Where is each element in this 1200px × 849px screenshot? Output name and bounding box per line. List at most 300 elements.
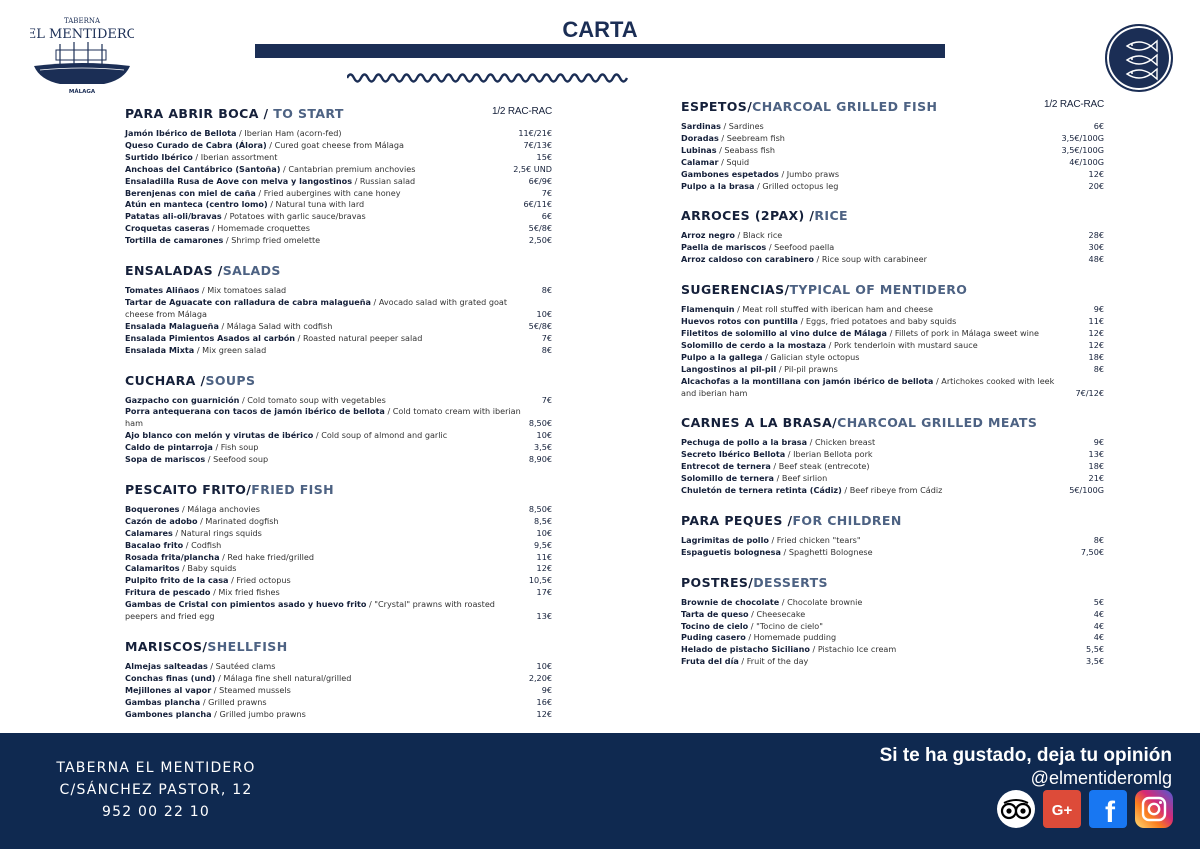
menu-item (125, 540, 552, 552)
menu-item (125, 321, 552, 333)
menu-item-name-es: Surtido Ibérico (125, 151, 193, 162)
menu-item-price: 3,5€ (1085, 656, 1104, 667)
menu-item-price: 10€ (536, 308, 552, 319)
menu-item (125, 176, 552, 188)
menu-item-name-es: Huevos rotos con puntilla (681, 316, 799, 327)
menu-item-price: 5€/8€ (528, 320, 552, 331)
menu-item-separator: / (770, 461, 779, 472)
section-header (125, 104, 552, 124)
menu-item-price: 3,5€ (533, 442, 552, 453)
menu-item (125, 709, 552, 721)
menu-item (681, 597, 1104, 609)
menu-item-price: 18€ (1088, 351, 1104, 362)
menu-item-price: 8,50€ (528, 418, 552, 429)
menu-item-name-es: Solomillo de ternera (681, 473, 775, 484)
menu-item-list (125, 661, 552, 721)
section-title-separator: / (782, 512, 793, 528)
section-header (681, 413, 1104, 433)
section-title-separator: / (748, 574, 754, 590)
menu-item-description (125, 697, 537, 709)
menu-item (681, 621, 1104, 633)
menu-item-name-es: Entrecot de ternera (681, 461, 771, 472)
section-title-en: SOUPS (205, 372, 256, 388)
menu-item-price: 7€ (541, 332, 552, 343)
address-block (56, 757, 256, 823)
menu-item (681, 656, 1104, 668)
menu-item-description (125, 685, 542, 697)
menu-item-name-es: Espaguetis bolognesa (681, 546, 781, 557)
menu-item-name-en: Cold tomato soup with vegetables (247, 394, 386, 405)
menu-item-name-en: Artichokes cooked with leek and iberian ham (681, 375, 1055, 398)
menu-item-list (681, 230, 1104, 266)
menu-item-separator: / (813, 254, 822, 265)
menu-item-price: 7€ (541, 187, 552, 198)
menu-item-name-es: Mejillones al vapor (125, 684, 212, 695)
menu-item-name-en: Pork tenderloin with mustard sauce (833, 339, 978, 350)
menu-item-name-en: Natural tuna with lard (275, 199, 365, 210)
menu-item-price: 12€ (1088, 168, 1104, 179)
menu-item-price: 30€ (1088, 242, 1104, 253)
menu-item-name-en: Homemade croquettes (217, 223, 310, 234)
section-title (681, 511, 1104, 531)
section-title-separator: / (246, 481, 252, 497)
menu-item-name-en: Beef ribeye from Cádiz (849, 485, 943, 496)
menu-item-separator: / (199, 285, 208, 296)
section-title (125, 371, 552, 391)
facebook-label: f (1105, 796, 1115, 829)
section-title-es: ESPETOS (681, 99, 748, 114)
menu-item-name-es: Gambas plancha (125, 696, 201, 707)
menu-item-list (681, 597, 1104, 668)
three-fish-icon (1107, 26, 1175, 94)
menu-item-name-en: Cantabrian premium anchovies (288, 163, 416, 174)
section-title (681, 413, 1104, 433)
google-plus-icon[interactable] (1042, 789, 1082, 829)
menu-item-separator: / (785, 449, 794, 460)
menu-item-description (681, 656, 1086, 668)
menu-item-name-en: Fillets of pork in Málaga sweet wine (894, 327, 1039, 338)
menu-item-price: 4€ (1093, 608, 1104, 619)
menu-item-separator: / (210, 587, 219, 598)
menu-item-price: 11€ (1088, 316, 1104, 327)
menu-item-list (681, 121, 1104, 192)
menu-item-description (681, 316, 1089, 328)
menu-item-name-en: Shrimp fried omelette (231, 235, 321, 246)
menu-item-description (681, 169, 1089, 181)
menu-item-name-en: Steamed mussels (219, 684, 291, 695)
menu-item-price: 9€ (541, 684, 552, 695)
menu-item-price: 9,5€ (533, 539, 552, 550)
menu-item-separator: / (807, 437, 815, 448)
menu-item-separator: / (209, 223, 218, 234)
menu-item (125, 563, 552, 575)
menu-item-description (125, 661, 537, 673)
menu-item-separator: / (266, 139, 275, 150)
menu-item-price: 2,50€ (528, 235, 552, 246)
menu-item-description (125, 673, 529, 685)
menu-item-separator: / (748, 620, 757, 631)
menu-item-description (681, 328, 1089, 340)
menu-item-name-es: Tartar de Aguacate con ralladura de cabra malagueña (125, 296, 371, 307)
menu-item-name-es: Almejas salteadas (125, 661, 208, 671)
menu-item-separator: / (215, 672, 224, 683)
menu-item-price: 4€ (1093, 632, 1104, 643)
menu-item-name-es: Arroz negro (681, 230, 735, 241)
section-title-separator: / (832, 415, 838, 431)
section-title-separator: / (747, 99, 753, 114)
menu-item-name-es: Pulpito frito de la casa (125, 575, 229, 586)
menu-item-description (125, 333, 542, 345)
section-title-en: TO START (273, 106, 344, 121)
menu-item-description (125, 442, 534, 454)
menu-item-list (125, 285, 552, 356)
menu-item-price: 12€ (536, 563, 552, 574)
menu-item-name-en: Seefood paella (774, 242, 835, 253)
menu-item-name-es: Boquerones (125, 503, 180, 514)
menu-item-price: 11€/21€ (518, 128, 552, 138)
menu-item-list (681, 437, 1104, 497)
menu-item-name-en: Seebream fish (726, 132, 785, 143)
menu-item-name-en: Iberian assortment (200, 151, 278, 162)
menu-item-name-es: Lubinas (681, 144, 717, 155)
menu-item-name-es: Puding casero (681, 632, 746, 643)
menu-item-separator: / (745, 632, 754, 643)
menu-item-name-en: Pil-pil prawns (784, 363, 838, 374)
menu-item-price: 6€ (541, 211, 552, 222)
menu-item-name-es: Fruta del día (681, 656, 739, 667)
menu-item-description (681, 597, 1094, 609)
footer (0, 733, 1200, 849)
menu-item-separator: / (211, 684, 220, 695)
tripadvisor-icon[interactable] (996, 789, 1036, 829)
menu-item-separator: / (734, 230, 743, 241)
menu-item-description (125, 395, 542, 407)
menu-item-description (681, 181, 1089, 193)
menu-item-price: 8€ (1093, 363, 1104, 374)
menu-item-separator: / (223, 235, 232, 246)
menu-item (681, 535, 1104, 547)
section-title (125, 261, 552, 281)
menu-item-description (125, 140, 524, 152)
menu-item-name-es: Tarta de queso (681, 608, 749, 619)
menu-item-separator: / (768, 534, 777, 545)
review-block (880, 745, 1172, 789)
menu-item-separator: / (798, 316, 806, 327)
menu-item-name-en: Cold tomato cream with iberian ham (125, 406, 521, 429)
menu-item-price: 6€ (1093, 121, 1104, 131)
menu-item-description (681, 632, 1094, 644)
menu-item-name-es: Calamar (681, 156, 719, 167)
menu-item-list (125, 504, 552, 623)
menu-item-name-es: Brownie de chocolate (681, 596, 780, 607)
menu-item-name-en: Fruit of the day (746, 656, 809, 667)
menu-item (681, 632, 1104, 644)
menu-item-separator: / (267, 199, 276, 210)
menu-item-separator: / (295, 332, 303, 343)
menu-item-description (125, 406, 529, 430)
section-title-es: POSTRES (681, 574, 749, 590)
menu-item-description (125, 199, 524, 211)
menu-item (125, 333, 552, 345)
menu-item-price: 7,50€ (1080, 546, 1104, 557)
menu-item-price: 8€ (541, 344, 552, 355)
menu-item-description (125, 599, 537, 623)
menu-item-name-es: Ensalada Pimientos Asados al carbón (125, 332, 296, 343)
section-title-es: PARA PEQUES (681, 512, 783, 528)
menu-item-separator: / (211, 708, 220, 719)
menu-item (125, 454, 552, 466)
section-title-en: TYPICAL OF MENTIDERO (789, 282, 968, 298)
section-title (681, 206, 1104, 226)
menu-item-name-es: Queso Curado de Cabra (Álora) (125, 139, 267, 150)
menu-item-separator: / (718, 156, 727, 167)
menu-item (681, 230, 1104, 242)
menu-item-price: 18€ (1088, 461, 1104, 472)
menu-item (125, 406, 552, 430)
menu-item-price: 6€/9€ (528, 175, 552, 186)
menu-item-description (681, 461, 1089, 473)
menu-item-price: 13€ (536, 611, 552, 622)
menu-item-name-es: Caldo de pintarroja (125, 442, 213, 453)
social-handle[interactable]: @elmentideromlg (1030, 768, 1172, 788)
menu-item-description (125, 188, 542, 200)
menu-item-name-es: Helado de pistacho Siciliano (681, 644, 810, 655)
section-title-en: FOR CHILDREN (792, 512, 902, 528)
menu-item-price: 7€/12€ (1075, 387, 1104, 398)
section-title-es: ENSALADAS (125, 263, 213, 279)
menu-item-price: 21€ (1088, 473, 1104, 484)
instagram-icon[interactable] (1134, 789, 1174, 829)
section-title-es: ARROCES (2PAX) (681, 208, 805, 224)
menu-item-separator: / (172, 527, 181, 538)
menu-item-name-en: Iberian Ham (acorn-fed) (244, 128, 342, 138)
menu-item (681, 364, 1104, 376)
menu-item (681, 157, 1104, 169)
menu-item-price: 3,5€/100G (1061, 144, 1104, 155)
menu-item-name-es: Tortilla de camarones (125, 235, 224, 246)
menu-item (681, 644, 1104, 656)
section-title-en: RICE (814, 208, 848, 224)
menu-item-separator: / (228, 575, 237, 586)
menu-item (125, 223, 552, 235)
menu-item-name-en: Roasted natural peeper salad (302, 332, 423, 343)
menu-item (125, 395, 552, 407)
menu-item-name-en: Beef steak (entrecote) (778, 461, 870, 472)
menu-item-description (125, 345, 542, 357)
menu-item-name-en: Beef sirlion (781, 473, 828, 484)
menu-item-description (681, 449, 1089, 461)
menu-item-price: 2,5€ UND (513, 163, 552, 174)
menu-item-separator: / (183, 539, 192, 550)
menu-item-name-es: Calamaritos (125, 563, 180, 574)
menu-item-price: 8€ (541, 285, 552, 296)
menu-item-separator: / (197, 515, 206, 526)
menu-item-separator: / (205, 454, 214, 465)
menu-item-name-es: Ensalada Malagueña (125, 320, 219, 331)
menu-item-separator: / (370, 296, 379, 307)
menu-item-price: 7€ (541, 394, 552, 405)
restaurant-name: TABERNA EL MENTIDERO (56, 760, 256, 776)
menu-item-separator: / (779, 596, 788, 607)
menu-item-description (125, 430, 537, 442)
menu-item-separator: / (887, 327, 895, 338)
menu-item (125, 697, 552, 709)
menu-item-description (125, 285, 542, 297)
menu-item-separator: / (200, 696, 209, 707)
menu-item (125, 128, 552, 140)
menu-item-separator: / (212, 442, 221, 453)
facebook-icon[interactable] (1088, 789, 1128, 829)
menu-item-list (125, 128, 552, 247)
menu-item-description (681, 340, 1089, 352)
section-header (125, 261, 552, 281)
menu-item-separator: / (366, 599, 375, 610)
section-title-es: CARNES A LA BRASA (681, 415, 833, 431)
menu-item-name-en: Chocolate brownie (787, 596, 863, 607)
section-title (681, 97, 1104, 117)
menu-item (125, 152, 552, 164)
menu-item-price: 5,5€ (1085, 644, 1104, 655)
menu-item-price: 17€ (536, 587, 552, 598)
portion-size-header: 1/2 RAC-RAC (1043, 99, 1104, 110)
menu-item-description (125, 540, 534, 552)
menu-item-name-en: Marinated dogfish (205, 515, 279, 526)
menu-item-name-en: Natural rings squids (180, 527, 262, 538)
section-title-es: CUCHARA (125, 372, 196, 388)
menu-item (125, 673, 552, 685)
menu-item-price: 10€ (536, 661, 552, 671)
boat-logo-icon (30, 14, 134, 100)
menu-item (681, 485, 1104, 497)
menu-item-description (681, 254, 1089, 266)
fish-badge (1105, 24, 1173, 92)
menu-item-description (125, 176, 529, 188)
menu-item (681, 133, 1104, 145)
menu-item-description (681, 535, 1094, 547)
menu-item-name-en: Fried aubergines with cane honey (263, 187, 401, 198)
menu-item-name-en: Málaga fine shell natural/grilled (223, 672, 352, 683)
menu-item-description (125, 552, 537, 564)
menu-item-list (125, 395, 552, 466)
menu-item (125, 285, 552, 297)
menu-item-name-en: Homemade pudding (753, 632, 837, 643)
menu-item-name-en: Cold soup of almond and garlic (321, 430, 448, 441)
menu-item-description (125, 164, 513, 176)
menu-item-name-es: Conchas finas (und) (125, 672, 216, 683)
menu-item-description (681, 304, 1094, 316)
menu-item-name-en: Mix tomatoes salad (207, 285, 287, 296)
menu-item-description (681, 133, 1062, 145)
menu-item-description (125, 223, 529, 235)
menu-item-description (681, 157, 1069, 169)
menu-item (681, 304, 1104, 316)
menu-item-name-en: Málaga Salad with codfish (226, 320, 333, 331)
menu-item (681, 437, 1104, 449)
menu-item-separator: / (738, 656, 747, 667)
menu-item-name-en: Iberian Bellota pork (793, 449, 873, 460)
menu-item-name-es: Gazpacho con guarnición (125, 394, 240, 405)
menu-item-name-en: Sautéed clams (215, 661, 276, 671)
section-title-separator: / (804, 208, 815, 224)
menu-item-separator: / (239, 394, 248, 405)
menu-item (125, 430, 552, 442)
menu-item-name-en: Mix fried fishes (218, 587, 280, 598)
menu-item-separator: / (280, 163, 289, 174)
menu-item-description (681, 473, 1089, 485)
menu-item-name-es: Flamenquin (681, 304, 735, 315)
menu-item-name-es: Arroz caldoso con carabinero (681, 254, 814, 265)
menu-item-separator: / (774, 473, 782, 484)
menu-item-price: 20€ (1088, 180, 1104, 191)
menu-item-name-es: Pechuga de pollo a la brasa (681, 437, 808, 448)
menu-item-description (681, 621, 1094, 633)
menu-item-separator: / (778, 168, 787, 179)
menu-item-price: 13€ (1088, 449, 1104, 460)
menu-item-price: 8,5€ (533, 515, 552, 526)
menu-item-name-es: Chuletón de ternera retinta (Cádiz) (681, 485, 842, 496)
menu-item-description (125, 128, 518, 140)
section-title-en: CHARCOAL GRILLED FISH (752, 99, 938, 114)
menu-item-price: 8,50€ (528, 503, 552, 514)
menu-item-separator: / (352, 175, 360, 186)
menu-item-description (125, 152, 537, 164)
menu-item-name-es: Alcachofas a la montillana con jamón ibérico de bellota (681, 375, 934, 386)
wave-divider-icon (347, 70, 633, 86)
menu-item-name-en: Meat roll stuffed with iberican ham and cheese (742, 304, 933, 315)
menu-item-description (125, 504, 529, 516)
menu-item-name-es: Secreto Ibérico Bellota (681, 449, 786, 460)
menu-item-name-es: Berenjenas con miel de caña (125, 187, 256, 198)
section-title-separator: / (195, 372, 206, 388)
menu-item (681, 547, 1104, 559)
menu-item-separator: / (179, 563, 188, 574)
menu-item-description (681, 230, 1089, 242)
menu-item-name-es: Paella de mariscos (681, 242, 767, 253)
title-underline-bar (255, 44, 945, 58)
menu-item (125, 516, 552, 528)
menu-item-separator: / (754, 180, 763, 191)
menu-item-price: 5€/100G (1069, 485, 1104, 496)
phone-number[interactable]: 952 00 22 10 (102, 804, 210, 820)
menu-item (125, 552, 552, 564)
menu-item-name-es: Fritura de pescado (125, 587, 211, 598)
menu-item-separator: / (219, 551, 228, 562)
section-title-en: SALADS (222, 263, 281, 279)
menu-item (125, 504, 552, 516)
menu-item-separator: / (720, 121, 729, 131)
menu-item-description (681, 644, 1086, 656)
menu-item-name-en: Jumbo praws (786, 168, 840, 179)
menu-item (681, 169, 1104, 181)
menu-item-name-en: Grilled prawns (208, 696, 267, 707)
menu-item (681, 609, 1104, 621)
menu-item-description (125, 516, 534, 528)
menu-item (125, 199, 552, 211)
menu-item-description (125, 235, 529, 247)
menu-item (125, 587, 552, 599)
menu-item-name-es: Pulpo a la brasa (681, 180, 755, 191)
menu-item-name-es: Ensaladilla Rusa de Aove con melva y langostinos (125, 175, 353, 186)
menu-item (681, 473, 1104, 485)
menu-item-separator: / (776, 363, 785, 374)
menu-item-separator: / (809, 644, 818, 655)
menu-item-description (681, 352, 1089, 364)
section-title-en: FRIED FISH (251, 481, 334, 497)
menu-item-separator: / (384, 406, 393, 417)
menu-item-separator: / (748, 608, 757, 619)
menu-item-price: 2,20€ (528, 672, 552, 683)
menu-item (681, 121, 1104, 133)
